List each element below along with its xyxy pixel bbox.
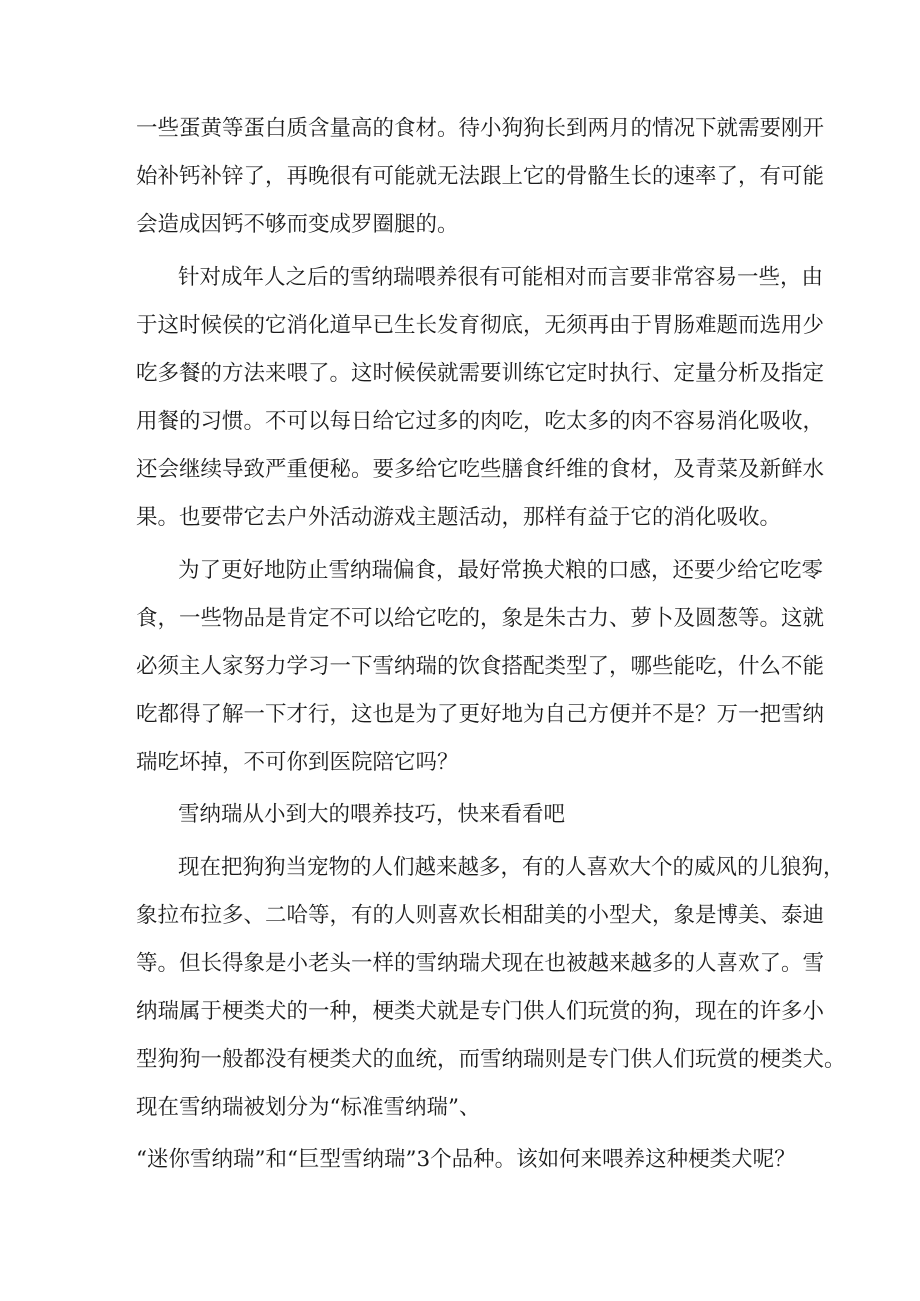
text-line: 用餐的习惯。不可以每日给它过多的肉吃，吃太多的肉不容易消化吸收，	[136, 409, 825, 434]
text-line: 纳瑞属于梗类犬的一种，梗类犬就是专门供人们玩赏的狗，现在的许多小	[136, 999, 825, 1024]
section-heading: 雪纳瑞从小到大的喂养技巧，快来看看吧	[178, 802, 566, 827]
text-line: 等。但长得象是小老头一样的雪纳瑞犬现在也被越来越多的人喜欢了。雪	[136, 951, 825, 976]
text-line: “迷你雪纳瑞”和“巨型雪纳瑞”3个品种。该如何来喂养这种梗类犬呢？	[136, 1147, 796, 1172]
text-line: 吃多餐的方法来喂了。这时候侯就需要训练它定时执行、定量分析及指定	[136, 361, 825, 386]
text-line: 瑞吃坏掉，不可你到医院陪它吗？	[136, 750, 459, 775]
text-line: 果。也要带它去户外活动游戏主题活动，那样有益于它的消化吸收。	[136, 505, 782, 530]
text-line: 会造成因钙不够而变成罗圈腿的。	[136, 212, 459, 237]
text-line: 食，一些物品是肯定不可以给它吃的，象是朱古力、萝卜及圆葱等。这就	[136, 606, 825, 631]
text-line: 始补钙补锌了，再晚很有可能就无法跟上它的骨骼生长的速率了，有可能	[136, 164, 825, 189]
text-line: 于这时候侯的它消化道早已生长发育彻底，无须再由于胃肠难题而选用少	[136, 313, 825, 338]
text-line: 象拉布拉多、二哈等，有的人则喜欢长相甜美的小型犬，象是博美、泰迪	[136, 903, 825, 928]
text-line: 必须主人家努力学习一下雪纳瑞的饮食搭配类型了，哪些能吃，什么不能	[136, 654, 825, 679]
text-line: 现在把狗狗当宠物的人们越来越多，有的人喜欢大个的威风的儿狼狗，	[178, 855, 845, 880]
text-line: 一些蛋黄等蛋白质含量高的食材。待小狗狗长到两月的情况下就需要刚开	[136, 116, 825, 141]
text-line: 针对成年人之后的雪纳瑞喂养很有可能相对而言要非常容易一些，由	[178, 265, 824, 290]
text-line: 型狗狗一般都没有梗类犬的血统，而雪纳瑞则是专门供人们玩赏的梗类犬。	[136, 1047, 846, 1072]
text-line: 为了更好地防止雪纳瑞偏食，最好常换犬粮的口感，还要少给它吃零	[178, 558, 824, 583]
text-line: 吃都得了解一下才行，这也是为了更好地为自己方便并不是？万一把雪纳	[136, 702, 825, 727]
text-line: 还会继续导致严重便秘。要多给它吃些膳食纤维的食材，及青菜及新鲜水	[136, 457, 825, 482]
text-line: 现在雪纳瑞被划分为“标准雪纳瑞”、	[136, 1095, 481, 1120]
